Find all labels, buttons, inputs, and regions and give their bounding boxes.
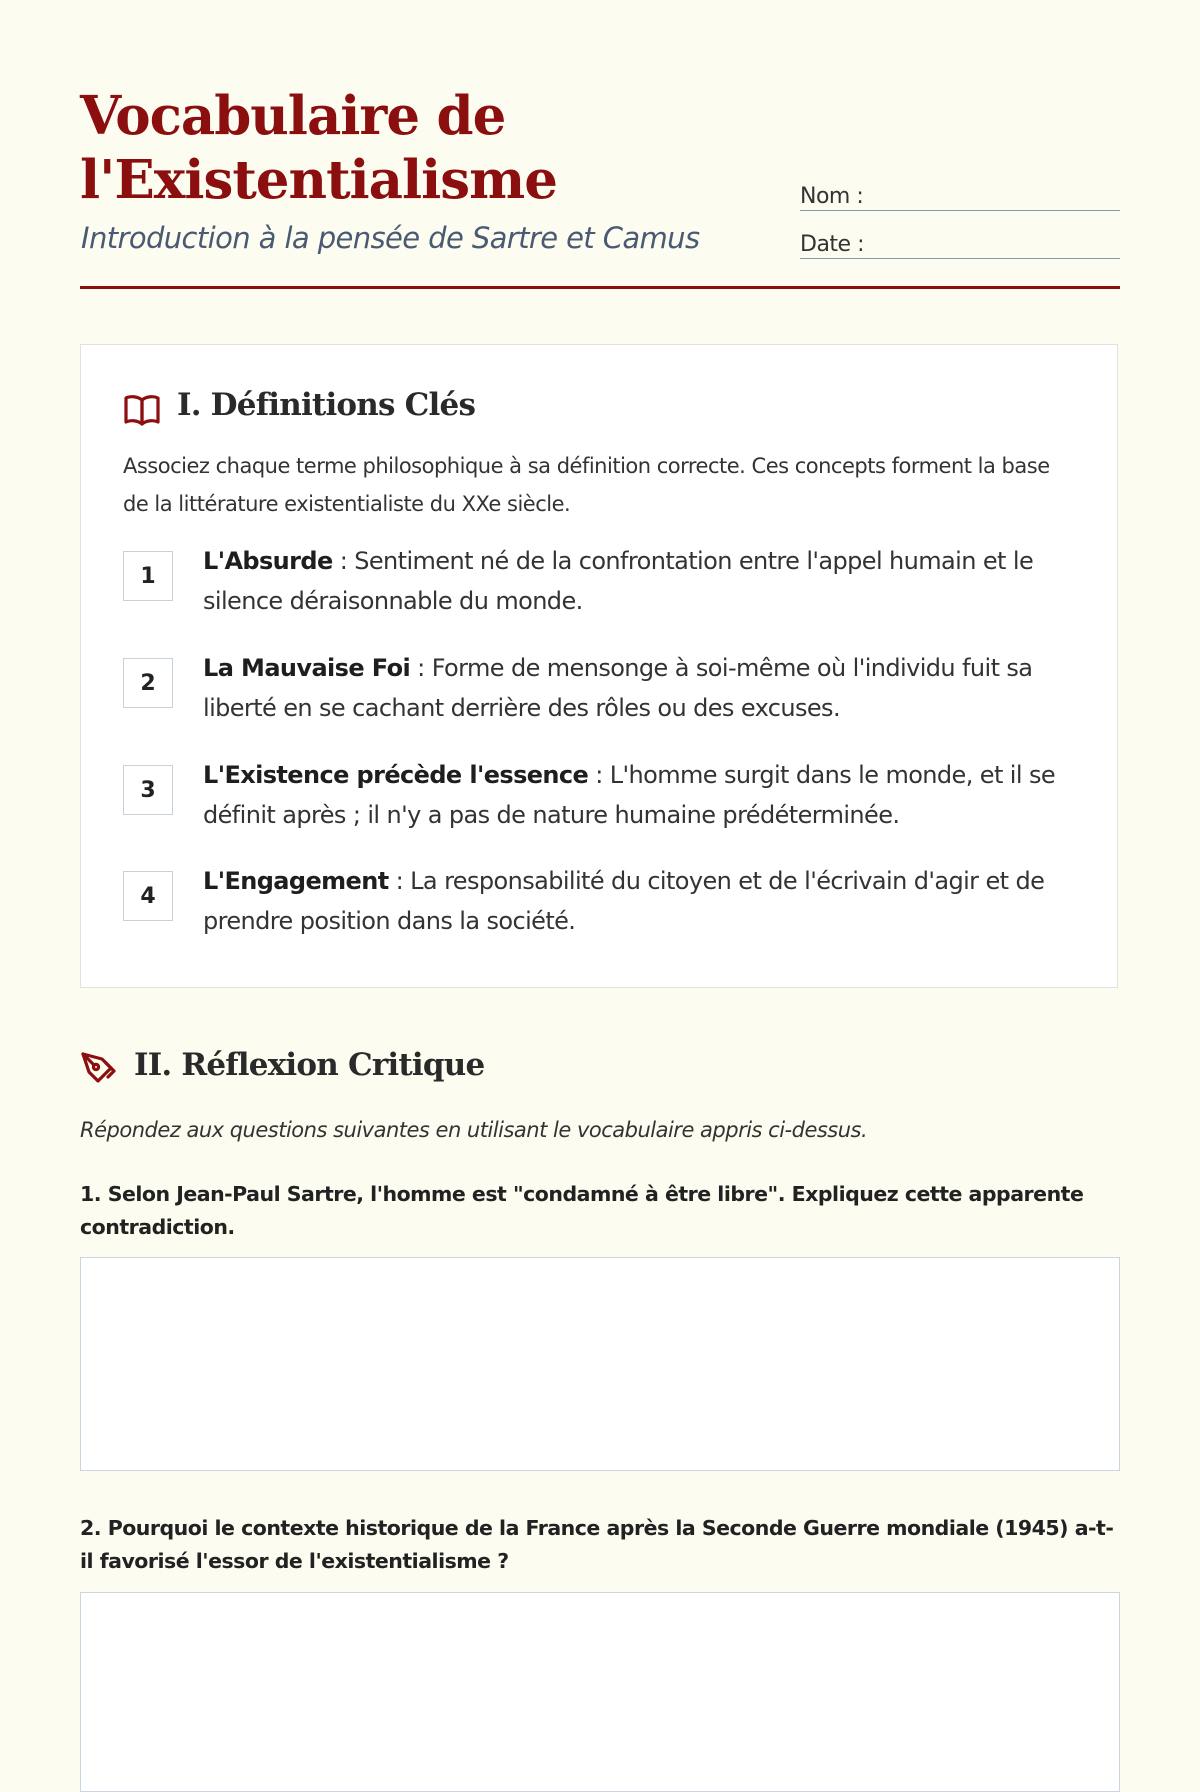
definition-term: L'Existence précède l'essence [203, 761, 589, 789]
section-title-definitions: I. Définitions Clés [177, 387, 476, 423]
definition-term: La Mauvaise Foi [203, 654, 411, 682]
definitions-card [80, 344, 1118, 988]
definition-description: Forme de mensonge à soi-même où l'individu fuit sa liberté en se cachant derrière des rôles ou des excuses. [203, 654, 1033, 722]
definition-text: L'Existence précède l'essence : L'homme surgit dans le monde, et il se définit après ; il n'y a pas de nature humaine prédéterminée. [203, 761, 1056, 829]
definition-description: La responsabilité du citoyen et de l'écrivain d'agir et de prendre position dans la société. [203, 867, 1045, 935]
definition-term: L'Absurde [203, 547, 333, 575]
definitions-intro: Associez chaque terme philosophique à sa définition correcte. Ces concepts forment la base de la littérature existentialiste du XXe siècle. [123, 454, 1050, 516]
page-title: Vocabulaire de l'Existentialisme [80, 85, 557, 211]
answer-field-1[interactable] [80, 1257, 1120, 1471]
definition-text: L'Engagement : La responsabilité du citoyen et de l'écrivain d'agir et de prendre position dans la société. [203, 867, 1045, 935]
section-title-reflexion: II. Réflexion Critique [134, 1047, 485, 1083]
definition-number: 1 [123, 551, 173, 601]
name-field[interactable] [800, 184, 1120, 211]
definition-text: La Mauvaise Foi : Forme de mensonge à soi-même où l'individu fuit sa liberté en se cachant derrière des rôles ou des excuses. [203, 654, 1033, 722]
header-divider [80, 286, 1120, 289]
definition-text: L'Absurde : Sentiment né de la confrontation entre l'appel humain et le silence déraisonnable du monde. [203, 547, 1034, 615]
pen-nib-icon [80, 1050, 118, 1092]
date-label: Date : [800, 232, 864, 257]
definition-number: 4 [123, 871, 173, 921]
name-label: Nom : [800, 184, 864, 209]
definition-number: 3 [123, 765, 173, 815]
date-field[interactable] [800, 232, 1120, 259]
reflexion-intro: Répondez aux questions suivantes en utilisant le vocabulaire appris ci-dessus. [80, 1118, 868, 1142]
definition-number: 2 [123, 658, 173, 708]
book-open-icon [123, 393, 161, 431]
definition-description: L'homme surgit dans le monde, et il se définit après ; il n'y a pas de nature humaine prédéterminée. [203, 761, 1056, 829]
question-1: 1. Selon Jean-Paul Sartre, l'homme est "condamné à être libre". Expliquez cette apparente contradiction. [80, 1182, 1084, 1239]
answer-field-2[interactable] [80, 1592, 1120, 1792]
definition-term: L'Engagement [203, 867, 389, 895]
definition-description: Sentiment né de la confrontation entre l'appel humain et le silence déraisonnable du monde. [203, 547, 1034, 615]
page-subtitle: Introduction à la pensée de Sartre et Camus [81, 221, 700, 255]
question-2: 2. Pourquoi le contexte historique de la France après la Seconde Guerre mondiale (1945) a-t-il favorisé l'essor de l'existentialisme ? [80, 1516, 1114, 1573]
